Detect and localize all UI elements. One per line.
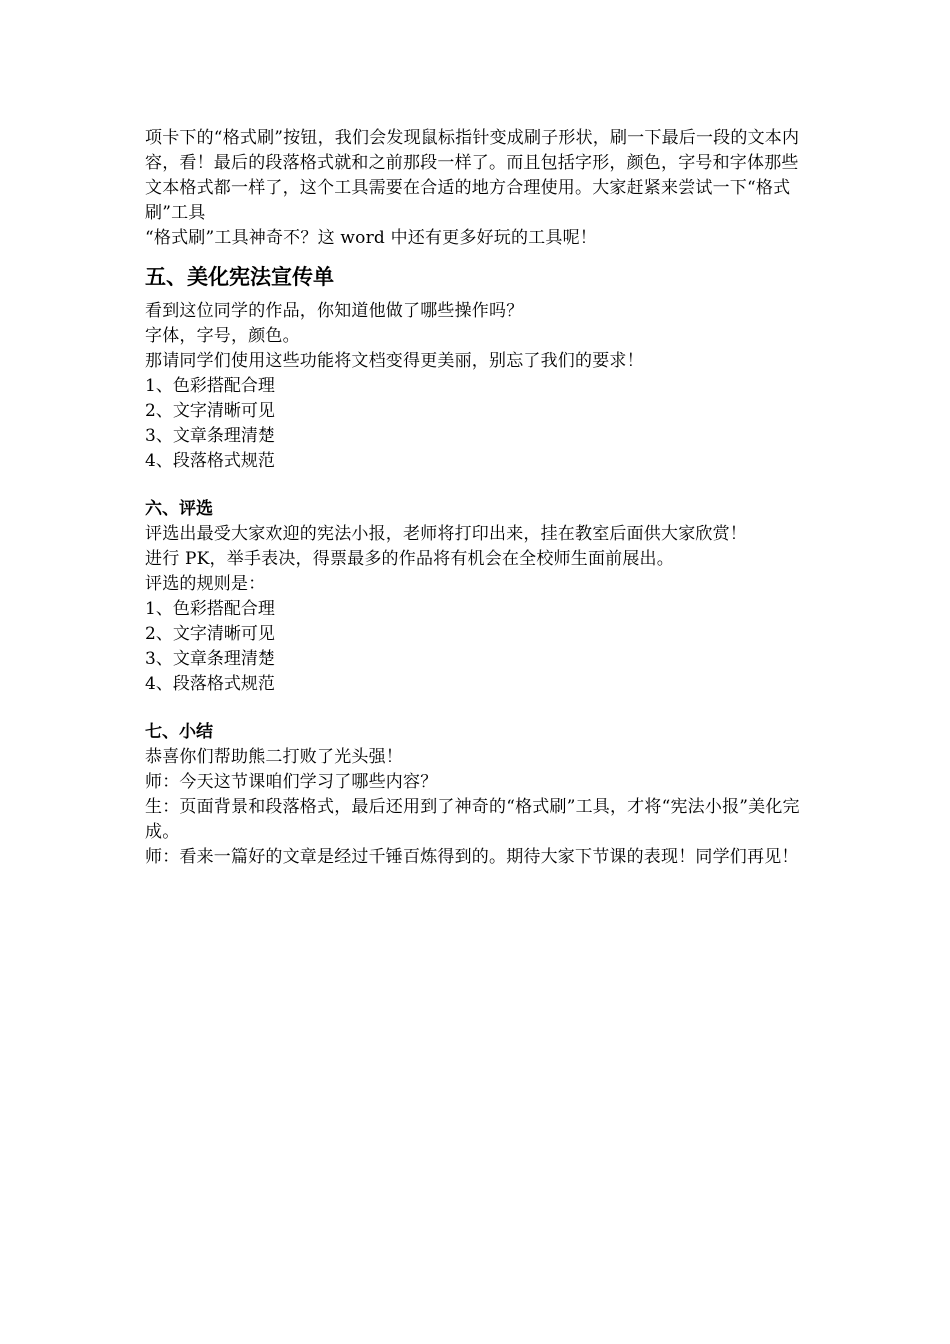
section-7-line: 师：看来一篇好的文章是经过千锤百炼得到的。期待大家下节课的表现！同学们再见！ bbox=[145, 847, 799, 867]
section-5-line: 看到这位同学的作品，你知道他做了哪些操作吗？ bbox=[145, 301, 524, 321]
list-item: 4、段落格式规范 bbox=[145, 674, 275, 694]
section-7 bbox=[145, 720, 810, 870]
list-item: 2、文字清晰可见 bbox=[145, 401, 275, 421]
section-5-requirements-list bbox=[145, 374, 810, 474]
section-7-line: 师：今天这节课咱们学习了哪些内容？ bbox=[145, 772, 438, 792]
intro-section bbox=[145, 126, 810, 251]
section-6-line: 评选的规则是： bbox=[145, 574, 266, 594]
list-item: 1、色彩搭配合理 bbox=[145, 599, 275, 619]
section-6-heading: 六、评选 bbox=[145, 499, 213, 519]
list-item: 2、文字清晰可见 bbox=[145, 624, 275, 644]
document-page bbox=[145, 126, 810, 870]
intro-paragraph-2: “格式刷”工具神奇不？这 word 中还有更多好玩的工具呢！ bbox=[145, 228, 597, 248]
section-5-heading: 五、美化宪法宣传单 bbox=[145, 265, 334, 289]
section-5-line: 字体，字号，颜色。 bbox=[145, 326, 300, 346]
list-item: 4、段落格式规范 bbox=[145, 451, 275, 471]
section-7-line: 恭喜你们帮助熊二打败了光头强！ bbox=[145, 747, 403, 767]
list-item: 3、文章条理清楚 bbox=[145, 426, 275, 446]
section-6 bbox=[145, 497, 810, 697]
section-7-line: 生：页面背景和段落格式，最后还用到了神奇的“格式刷”工具，才将“宪法小报”美化完成。 bbox=[145, 797, 800, 842]
list-item: 1、色彩搭配合理 bbox=[145, 376, 275, 396]
intro-paragraph-1: 项卡下的“格式刷”按钮，我们会发现鼠标指针变成刷子形状，刷一下最后一段的文本内容，看！最后的段落格式就和之前那段一样了。而且包括字形，颜色，字号和字体那些文本格式都一样了，这个工具需要在合适的地方合理使用。大家赶紧来尝试一下“格式刷”工具 bbox=[145, 128, 800, 223]
list-item: 3、文章条理清楚 bbox=[145, 649, 275, 669]
section-5-line: 那请同学们使用这些功能将文档变得更美丽，别忘了我们的要求！ bbox=[145, 351, 644, 371]
section-5 bbox=[145, 263, 810, 474]
section-7-heading: 七、小结 bbox=[145, 722, 213, 742]
section-6-line: 评选出最受大家欢迎的宪法小报，老师将打印出来，挂在教室后面供大家欣赏！ bbox=[145, 524, 747, 544]
section-6-rules-list bbox=[145, 597, 810, 697]
section-6-line: 进行 PK，举手表决，得票最多的作品将有机会在全校师生面前展出。 bbox=[145, 549, 674, 569]
